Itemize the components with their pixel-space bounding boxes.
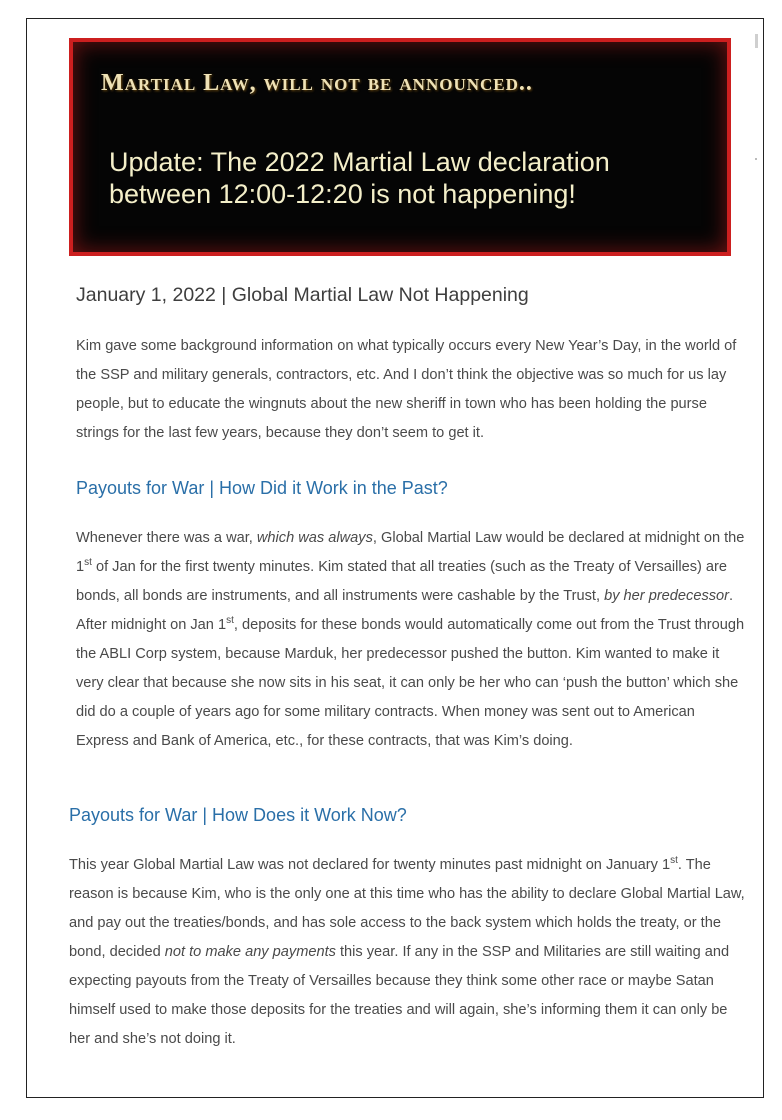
section1-paragraph: Whenever there was a war, which was always, Global Martial Law would be declared at midnight on the 1st of Jan for the first twenty minutes. Kim stated that all treaties (such as the Treaty of Versailles) are bonds, all bonds are instruments, and all instruments were cashable by the Trust, by her predecessor. After midnight on Jan 1st, deposits for these bonds would automatically come out from the Trust through the ABLI Corp system, because Marduk, her predecessor pushed the button. Kim wanted to make it very clear that because she now sits in his seat, it can only be her who can ‘push the button’ which she did do a couple of years ago for some military contracts. When money was sent out to American Express and Bank of America, etc., for these contracts, that was Kim’s doing.: [76, 530, 745, 749]
banner-image: [69, 38, 731, 256]
section2-heading: Payouts for War | How Does it Work Now?: [69, 805, 407, 825]
banner-title: Martial Law, will not be announced..: [101, 70, 533, 96]
section2-paragraph: This year Global Martial Law was not declared for twenty minutes past midnight on January 1st. The reason is because Kim, who is the only one at this time who has the ability to declare Global Martial Law, and pay out the treaties/bonds, and has sole access to the back system which holds the treaty, or the bond, decided not to make any payments this year. If any in the SSP and Militaries are still waiting and expecting payouts from the Treaty of Versailles because they think some other race or maybe Satan himself used to make those deposits for the treaties and will again, she’s informing them it can only be her and she’s not doing it.: [69, 855, 745, 1047]
scroll-marker: [755, 158, 757, 160]
banner-update-text: Update: The 2022 Martial Law declaration between 12:00-12:20 is not happening!: [109, 147, 610, 209]
scrollbar-thumb[interactable]: [755, 34, 758, 48]
intro-paragraph: Kim gave some background information on what typically occurs every New Year’s Day, in the world of the SSP and military generals, contractors, etc. And I don’t think the objective was so much for us lay people, but to educate the wingnuts about the new sheriff in town who has been holding the purse strings for the last few years, because they don’t seem to get it.: [76, 338, 737, 441]
article-date-heading: January 1, 2022 | Global Martial Law Not Happening: [76, 284, 529, 306]
section1-heading: Payouts for War | How Did it Work in the Past?: [76, 478, 448, 498]
